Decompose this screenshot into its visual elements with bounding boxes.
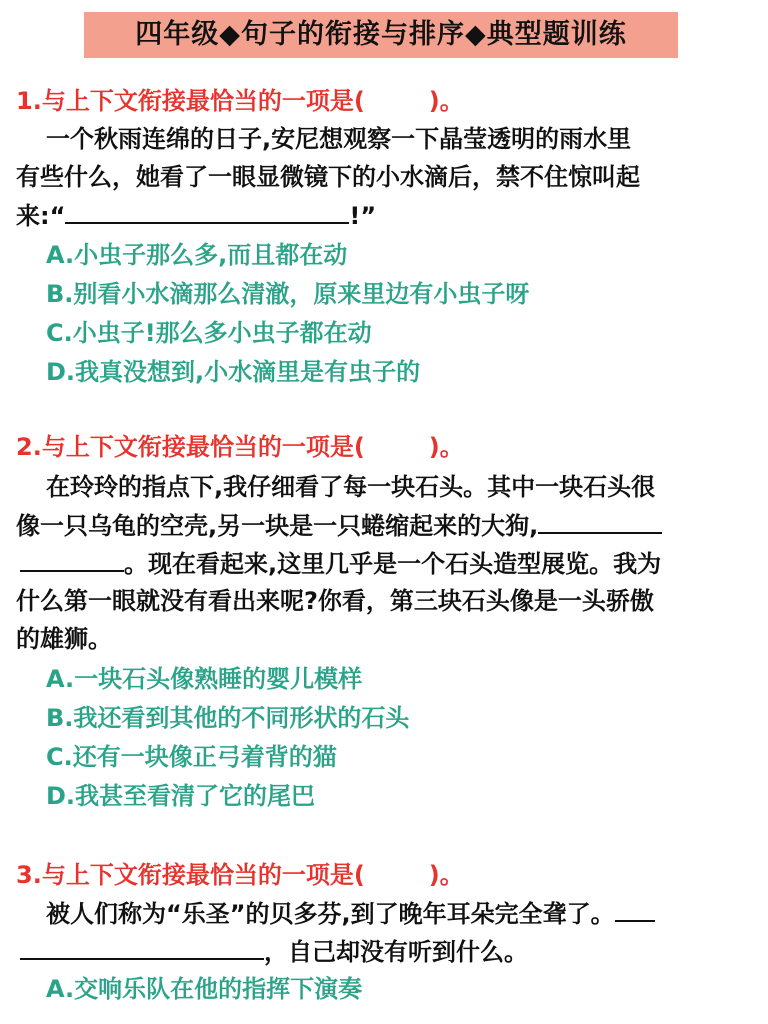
question-2-heading bbox=[16, 430, 464, 464]
passage-line: 有些什么，她看了一眼显微镜下的小水滴后，禁不住惊叫起 bbox=[16, 163, 640, 191]
question-3-heading bbox=[16, 858, 464, 892]
question-3-passage bbox=[16, 894, 752, 970]
fill-blank[interactable] bbox=[65, 196, 349, 224]
fill-blank[interactable] bbox=[538, 506, 662, 534]
question-2-prompt: 2.与上下文衔接最恰当的一项是( bbox=[16, 433, 365, 461]
question-2-prompt-end: )。 bbox=[428, 433, 464, 461]
fill-blank[interactable] bbox=[20, 932, 264, 960]
question-2-option-a[interactable]: A.一块石头像熟睡的婴儿模样 bbox=[46, 665, 363, 693]
question-1-option-a[interactable]: A.小虫子那么多,而且都在动 bbox=[46, 241, 348, 269]
passage-line: !” bbox=[349, 202, 377, 230]
question-1-prompt: 1.与上下文衔接最恰当的一项是( bbox=[16, 87, 365, 115]
question-2-passage bbox=[16, 468, 752, 658]
question-1-option-d[interactable]: D.我真没想到,小水滴里是有虫子的 bbox=[46, 358, 421, 386]
question-3-prompt-end: )。 bbox=[428, 861, 464, 889]
question-1-passage bbox=[16, 120, 752, 234]
question-2-option-d[interactable]: D.我甚至看清了它的尾巴 bbox=[46, 782, 316, 810]
question-1-option-b[interactable]: B.别看小水滴那么清澈，原来里边有小虫子呀 bbox=[46, 280, 530, 308]
passage-line: ，自己却没有听到什么。 bbox=[264, 938, 528, 966]
question-2-option-b[interactable]: B.我还看到其他的不同形状的石头 bbox=[46, 704, 410, 732]
passage-line: 一个秋雨连绵的日子,安尼想观察一下晶莹透明的雨水里 bbox=[46, 125, 632, 153]
question-3-prompt: 3.与上下文衔接最恰当的一项是( bbox=[16, 861, 365, 889]
passage-line: 来:“ bbox=[16, 202, 66, 230]
passage-line: 。现在看起来,这里几乎是一个石头造型展览。我为 bbox=[124, 550, 662, 578]
question-3-option-a[interactable]: A.交响乐队在他的指挥下演奏 bbox=[46, 975, 363, 1003]
passage-line: 像一只乌龟的空壳,另一块是一只蜷缩起来的大狗, bbox=[16, 512, 539, 540]
passage-line: 什么第一眼就没有看出来呢?你看，第三块石头像是一头骄傲 bbox=[16, 587, 654, 615]
question-2-option-c[interactable]: C.还有一块像正弓着背的猫 bbox=[46, 743, 337, 771]
question-1-prompt-end: )。 bbox=[428, 87, 464, 115]
fill-blank[interactable] bbox=[20, 544, 124, 572]
question-1-option-c[interactable]: C.小虫子!那么多小虫子都在动 bbox=[46, 319, 372, 347]
passage-line: 在玲玲的指点下,我仔细看了每一块石头。其中一块石头很 bbox=[46, 473, 656, 501]
question-1-heading bbox=[16, 84, 464, 118]
passage-line: 被人们称为“乐圣”的贝多芬,到了晚年耳朵完全聋了。 bbox=[46, 900, 615, 928]
fill-blank[interactable] bbox=[615, 894, 655, 922]
worksheet-title: 四年级◆句子的衔接与排序◆典型题训练 bbox=[84, 12, 678, 58]
passage-line: 的雄狮。 bbox=[16, 625, 112, 653]
